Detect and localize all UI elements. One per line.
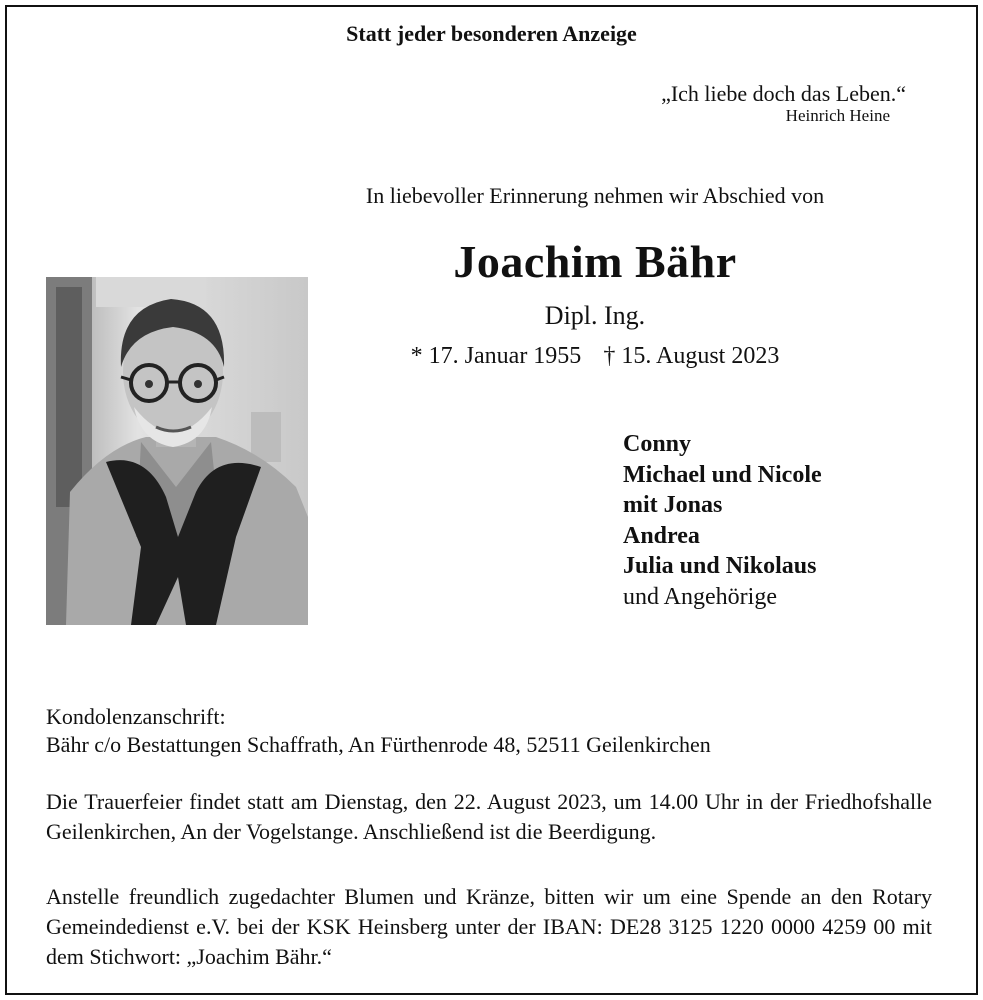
quote-author: Heinrich Heine [785, 106, 890, 125]
birth-date: * 17. Januar 1955 [410, 343, 582, 369]
mourners-list [623, 429, 822, 612]
condolence-label: Kondolenzanschrift: [46, 704, 226, 729]
portrait-photo [46, 277, 308, 625]
donation-text: Anstelle freundlich zugedachter Blumen und Kränze, bitten wir um eine Spende an den Rotary Gemeindedienst e.V. bei der KSK Heinsberg unter der IBAN: DE28 3125 1220 0000 4259 00 mit dem Stichwort: „Joachim Bähr.“ [46, 884, 932, 969]
mourners-others: und Angehörige [623, 583, 777, 610]
obituary-notice [5, 5, 978, 995]
condolence-address: Bähr c/o Bestattungen Schaffrath, An Fürthenrode 48, 52511 Geilenkirchen [46, 732, 711, 757]
quote-text: „Ich liebe doch das Leben.“ [661, 81, 906, 106]
academic-title: Dipl. Ing. [544, 301, 646, 330]
ceremony-text: Die Trauerfeier findet statt am Dienstag, den 22. August 2023, um 14.00 Uhr in der Friedhofshalle Geilenkirchen, An der Vogelstange. Anschließend ist die Beerdigung. [46, 789, 932, 844]
mourner-name: Michael und Nicole [623, 461, 822, 488]
deceased-name: Joachim Bähr [453, 236, 737, 287]
intro-text: In liebevoller Erinnerung nehmen wir Abschied von [365, 183, 825, 208]
mourner-name: mit Jonas [623, 492, 723, 518]
mourner-name: Julia und Nikolaus [623, 553, 817, 579]
mourner-name: Conny [623, 431, 692, 457]
mourner-name: Andrea [623, 522, 700, 549]
header-heading: Statt jeder besonderen Anzeige [346, 21, 637, 46]
condolence-address-block [46, 703, 711, 759]
death-date: † 15. August 2023 [603, 343, 780, 369]
portrait-image [46, 277, 308, 625]
